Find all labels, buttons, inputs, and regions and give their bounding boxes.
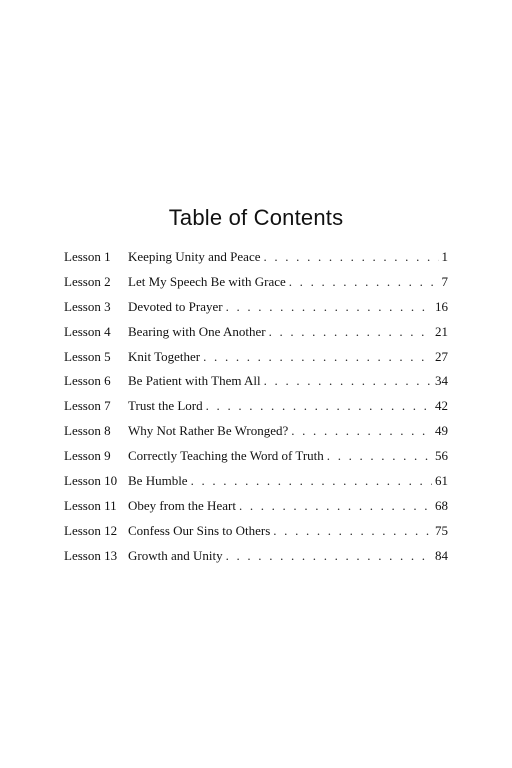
page-number: 34: [435, 373, 448, 389]
dot-leader: [239, 496, 432, 516]
toc-entry-line: [128, 322, 448, 342]
lesson-title: Be Humble: [128, 473, 188, 489]
lesson-title: Obey from the Heart: [128, 497, 236, 513]
dot-leader: [291, 421, 432, 441]
lesson-title: Let My Speech Be with Grace: [128, 273, 286, 289]
lesson-title: Keeping Unity and Peace: [128, 249, 261, 264]
page-number: 68: [435, 497, 448, 513]
toc-entry: [64, 496, 448, 521]
toc-entry: [64, 421, 448, 446]
toc-entry-line: [128, 421, 448, 441]
toc-entry-line: [128, 496, 448, 516]
page-number: 56: [435, 448, 448, 464]
page-number: 61: [435, 473, 448, 489]
page-number: 21: [435, 323, 448, 339]
lesson-number: Lesson 10: [64, 473, 118, 489]
lesson-number: Lesson 11: [64, 497, 117, 513]
lesson-number: Lesson 5: [64, 348, 111, 364]
dot-leader: [226, 297, 432, 317]
dot-leader: [269, 322, 432, 342]
toc-entry-line: [128, 396, 448, 416]
page-number: 42: [435, 398, 448, 414]
lesson-title: Growth and Unity: [128, 547, 223, 563]
toc-entry: [64, 247, 448, 272]
toc-entry-line: [128, 297, 448, 317]
lesson-number: Lesson 7: [64, 398, 111, 414]
page-number: 16: [435, 298, 448, 314]
toc-entry-line: [128, 471, 448, 491]
page-number: 7: [441, 273, 448, 289]
dot-leader: [273, 521, 432, 541]
lesson-number: Lesson 6: [64, 373, 111, 389]
lesson-number: Lesson 2: [64, 273, 111, 289]
lesson-title: Be Patient with Them All: [128, 373, 261, 389]
page-number: 1: [441, 249, 448, 264]
dot-leader: [191, 471, 432, 491]
dot-leader: [263, 247, 438, 267]
toc-entry: [64, 297, 448, 322]
toc-entry-line: [128, 446, 448, 466]
dot-leader: [327, 446, 432, 466]
toc-entry: [64, 272, 448, 297]
toc-entry: [64, 371, 448, 396]
lesson-number: Lesson 4: [64, 323, 111, 339]
toc-entry-line: [128, 521, 448, 541]
toc-entry-line: [128, 546, 448, 566]
toc-entry: [64, 446, 448, 471]
dot-leader: [203, 347, 432, 367]
toc-entry: [64, 396, 448, 421]
lesson-number: Lesson 12: [64, 522, 118, 538]
lesson-number: Lesson 3: [64, 298, 111, 314]
toc-entry-line: [128, 347, 448, 367]
lesson-title: Trust the Lord: [128, 398, 203, 414]
page-number: 84: [435, 547, 448, 563]
toc-entry-line: [128, 272, 448, 292]
toc-entry: [64, 521, 448, 546]
toc-entry: [64, 471, 448, 496]
page-number: 75: [435, 522, 448, 538]
toc-entry-line: [128, 247, 448, 267]
page-number: 27: [435, 348, 448, 364]
dot-leader: [264, 371, 432, 391]
toc-entry: [64, 546, 448, 571]
dot-leader: [226, 546, 432, 566]
toc-entry-line: [128, 371, 448, 391]
lesson-title: Why Not Rather Be Wronged?: [128, 423, 289, 439]
lesson-title: Devoted to Prayer: [128, 298, 223, 314]
lesson-title: Correctly Teaching the Word of Truth: [128, 448, 324, 464]
toc-entry: [64, 347, 448, 372]
lesson-number: Lesson 9: [64, 448, 111, 464]
dot-leader: [289, 272, 439, 292]
toc-entry: [64, 322, 448, 347]
lesson-number: Lesson 8: [64, 423, 111, 439]
lesson-title: Confess Our Sins to Others: [128, 522, 271, 538]
lesson-title: Knit Together: [128, 348, 201, 364]
toc-list: [64, 247, 448, 571]
lesson-number: Lesson 1: [64, 249, 111, 264]
page-number: 49: [435, 423, 448, 439]
lesson-title: Bearing with One Another: [128, 323, 266, 339]
toc-title: Table of Contents: [168, 205, 344, 230]
dot-leader: [206, 396, 432, 416]
lesson-number: Lesson 13: [64, 547, 118, 563]
